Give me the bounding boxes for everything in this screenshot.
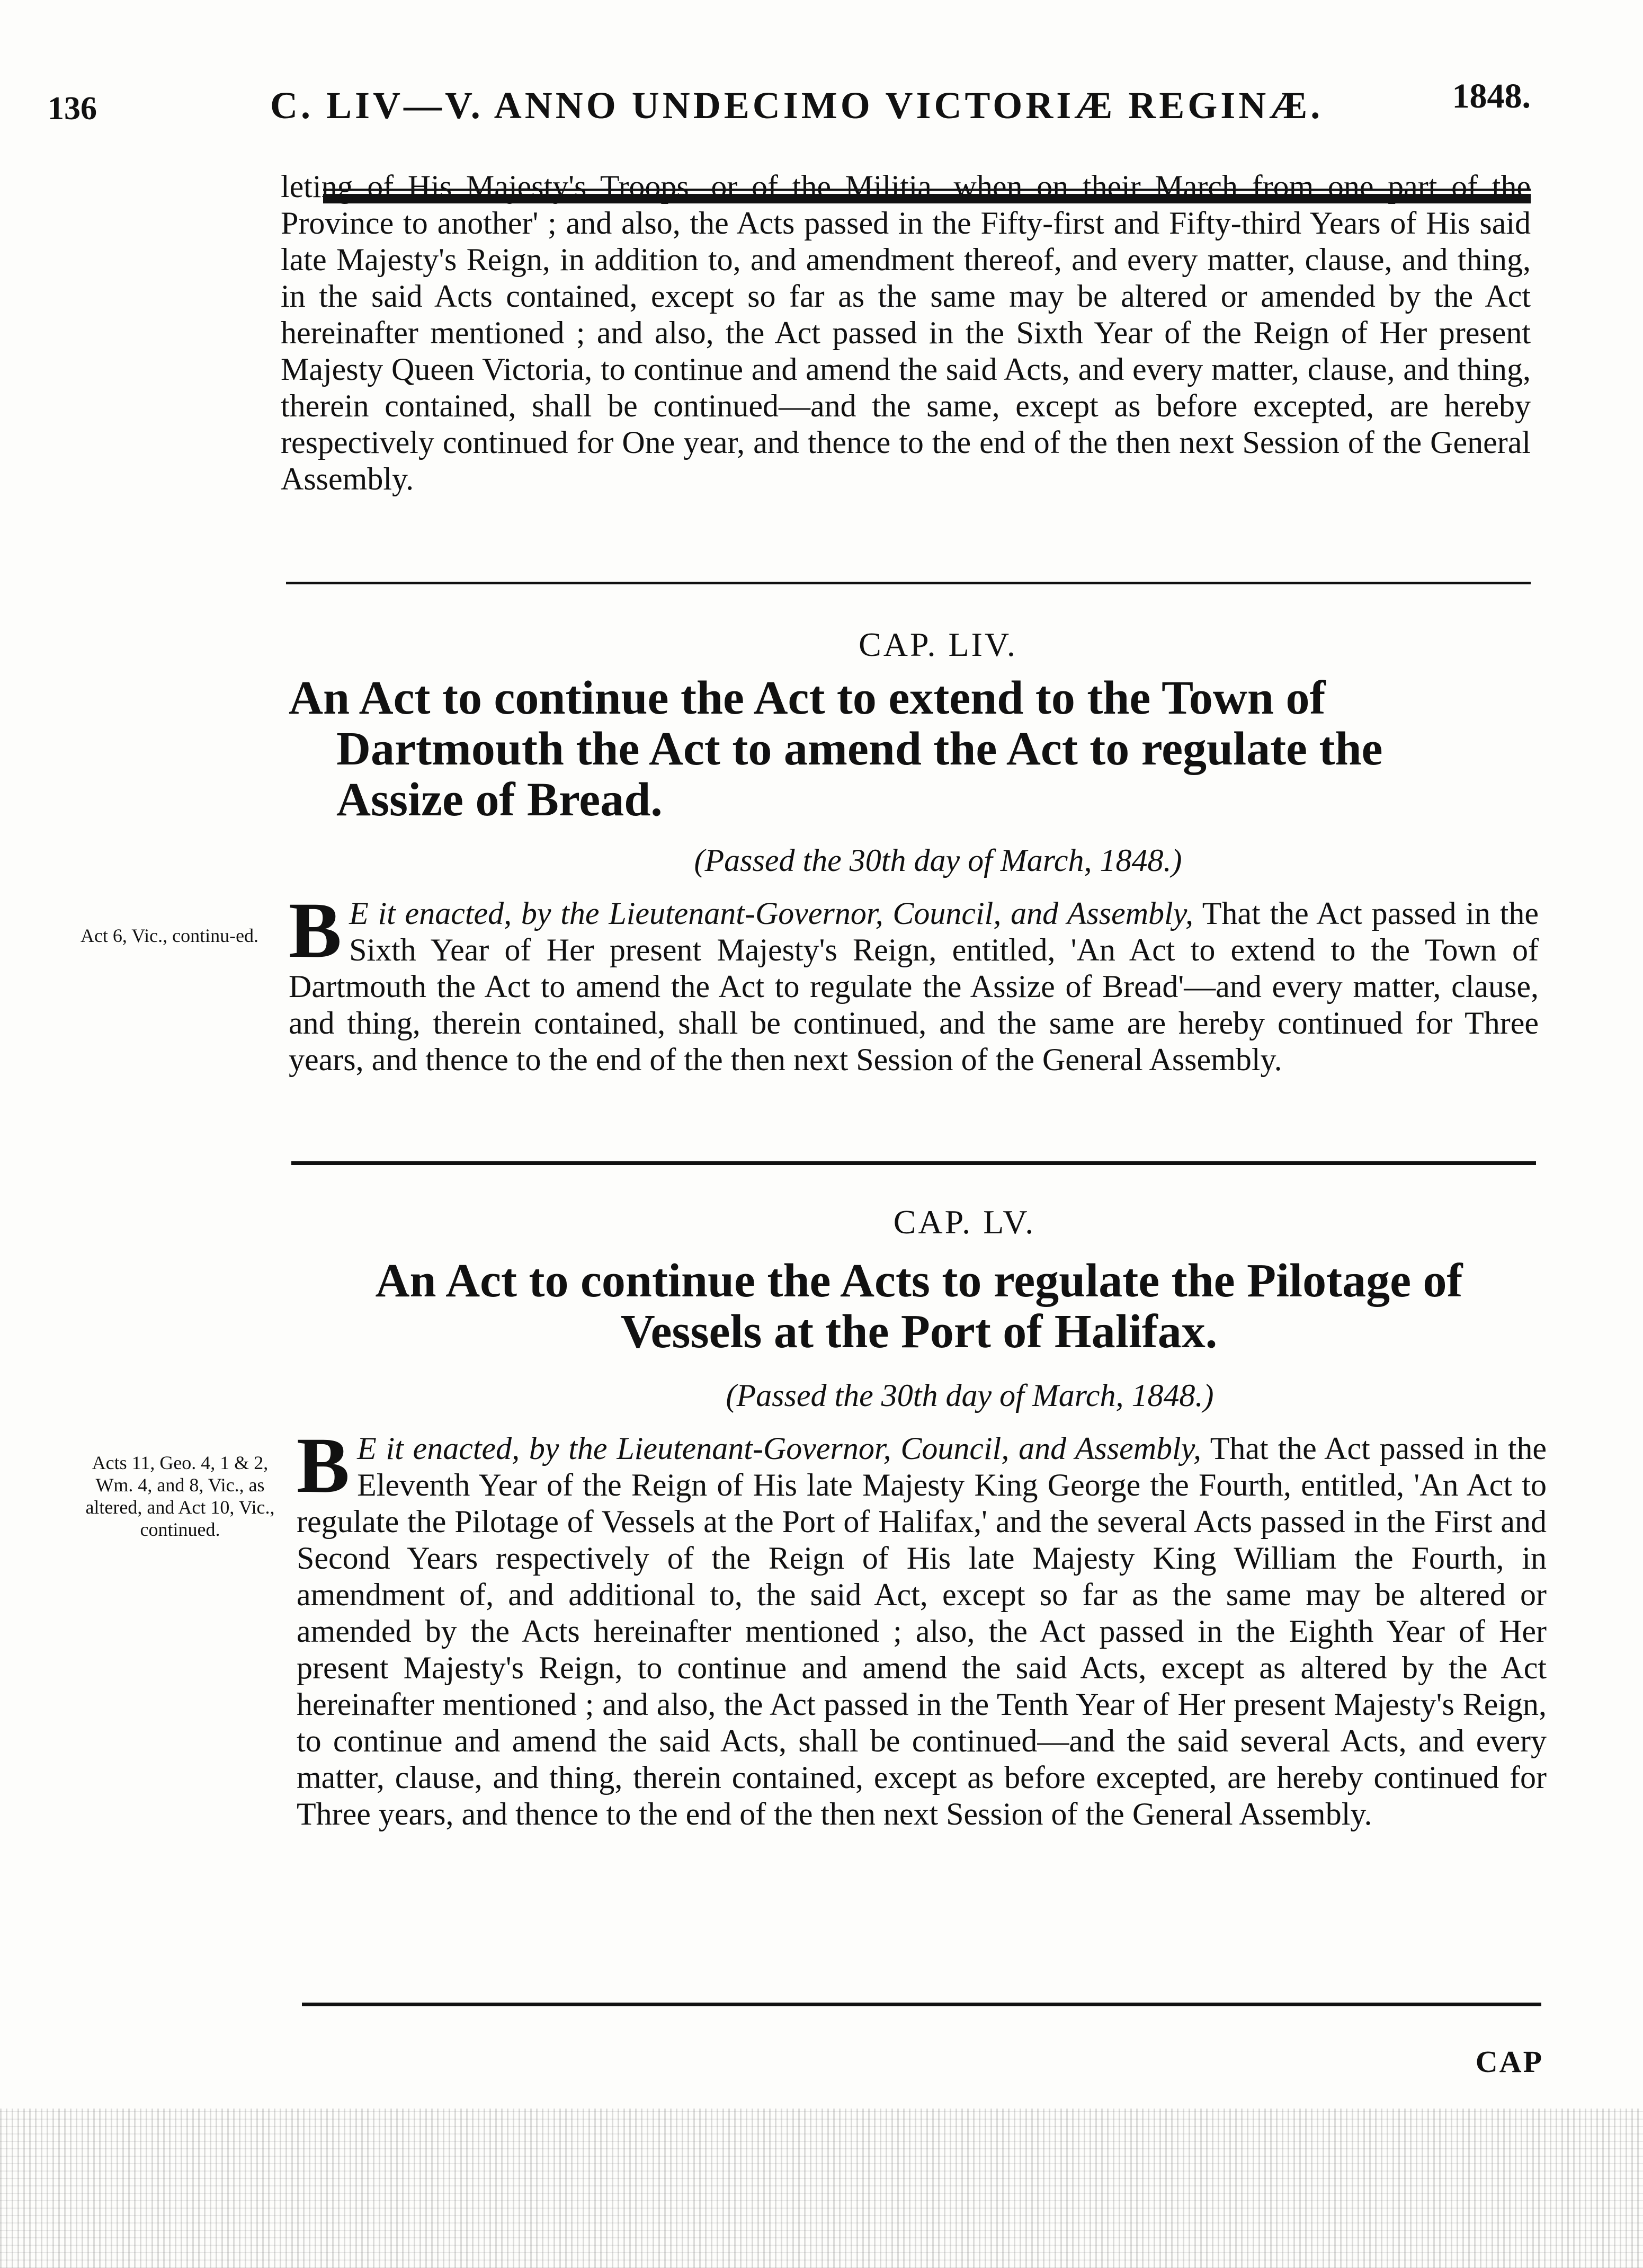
act-body: That the Act passed in the Sixth Year of Her present Majesty's Reign, entitled, 'An Act to extend to the Town of Dartmouth the Act to amend the Act to regulate the Assize of Bread'—and every matter, clause, and thing, therein contained, shall be continued, and the same are hereby continued for Three years, and thence to the end of the then next Session of the General Assembly.: [289, 896, 1539, 1077]
drop-cap: B: [297, 1421, 350, 1509]
passed-date: (Passed the 30th day of March, 1848.): [694, 843, 1182, 878]
chapter-heading: CAP. LIV.: [859, 626, 1017, 663]
page-header: [48, 69, 1531, 138]
act-title-line: An Act to continue the Acts to regulate the Pilotage of: [375, 1255, 1463, 1307]
act-title-line: An Act to continue the Act to extend to the Town of: [289, 672, 1326, 724]
page-number: 136: [48, 91, 97, 127]
section-divider: [286, 582, 1531, 584]
header-year: 1848.: [1452, 77, 1531, 115]
act-text: [297, 1421, 1547, 1833]
act-title: [294, 1256, 1544, 1357]
chapter-heading: CAP. LV.: [893, 1203, 1036, 1241]
scan-noise: [0, 2109, 1643, 2268]
act-title: [289, 673, 1539, 825]
section-divider: [302, 2003, 1541, 2006]
enacting-clause: E it enacted, by the Lieutenant-Governor, Council, and Assembly,: [357, 1431, 1202, 1466]
act-title-line: Dartmouth the Act to amend the Act to regulate the: [336, 723, 1383, 775]
continuation-paragraph: leting of His Majesty's Troops, or of the Militia, when on their March from one part of the Province to another' ; and also, the Acts passed in the Fifty-first and Fifty-third Years of His said late Majesty's Reign, in addition to, and amendment thereof, and every matter, clause, and thing, in the said Acts contained, except so far as the same may be altered or amended by the Act hereinafter mentioned ; and also, the Act passed in the Sixth Year of the Reign of Her present Majesty Queen Victoria, to continue and amend the said Acts, and every matter, clause, and thing, therein contained, shall be continued—and the same, except as before excepted, are hereby respectively continued for One year, and thence to the end of the then next Session of the General Assembly.: [281, 169, 1531, 496]
section-divider: [291, 1161, 1536, 1165]
act-body: That the Act passed in the Eleventh Year of the Reign of His late Majesty King George the Fourth, entitled, 'An Act to regulate the Pilotage of Vessels at the Port of Halifax,' and the several Acts passed in the First and Second Years respectively of the Reign of His late Majesty King William the Fourth, in amendment of, and additional to, the said Act, except so far as the same may be altered or amended by the Acts hereinafter mentioned ; also, the Act passed in the Eighth Year of Her present Majesty's Reign, to continue and amend the said Acts, except as altered by the Act hereinafter mentioned ; and also, the Act passed in the Tenth Year of Her present Majesty's Reign, to continue and amend the said Acts, shall be continued—and the said several Acts, and every matter, clause, and thing, therein contained, except as before excepted, are hereby continued for Three years, and thence to the end of the then next Session of the General Assembly.: [297, 1431, 1547, 1831]
margin-note: Act 6, Vic., continu-ed.: [80, 925, 259, 946]
margin-note: Acts 11, Geo. 4, 1 & 2, Wm. 4, and 8, Vic., as altered, and Act 10, Vic., continued.: [85, 1452, 275, 1540]
catchword: CAP: [1475, 2044, 1543, 2079]
running-title: C. LIV—V. ANNO UNDECIMO VICTORIÆ REGINÆ.: [270, 84, 1324, 127]
enacting-clause: E it enacted, by the Lieutenant-Governor, Council, and Assembly,: [349, 896, 1194, 931]
drop-cap: B: [289, 886, 342, 974]
act-text: [289, 886, 1539, 1078]
act-title-line: Vessels at the Port of Halifax.: [620, 1305, 1218, 1358]
passed-date: (Passed the 30th day of March, 1848.): [726, 1378, 1214, 1413]
act-title-line: Assize of Bread.: [336, 773, 663, 826]
